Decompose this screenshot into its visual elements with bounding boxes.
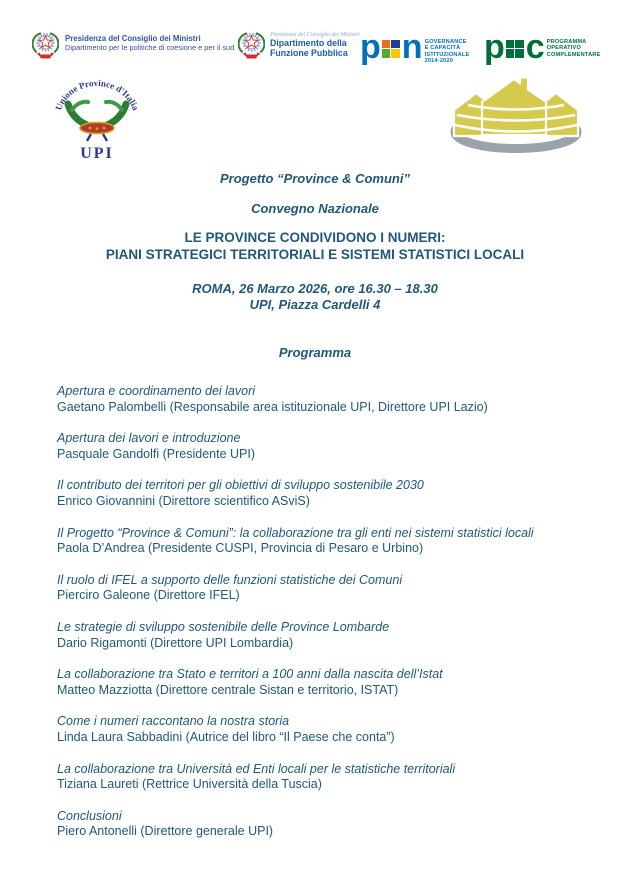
fp-script-line: Presidenza del Consiglio dei Ministri (270, 32, 360, 38)
event-venue: UPI, Piazza Cardelli 4 (249, 297, 381, 312)
main-title-line2: PIANI STRATEGICI TERRITORIALI E SISTEMI STATISTICI LOCALI (105, 246, 525, 262)
program-topic: Conclusioni (57, 808, 122, 823)
logo-coesione-text (65, 29, 234, 61)
main-title (0, 230, 630, 263)
program-item (57, 478, 585, 509)
logo-funzione-pubblica (238, 29, 360, 61)
program-item (57, 620, 585, 651)
program-speaker: Pasquale Gandolfi (Presidente UPI) (57, 446, 256, 461)
pon-square (382, 40, 391, 49)
program-speaker: Matteo Mazziotta (Direttore centrale Sistan e territorio, ISTAT) (57, 682, 399, 697)
pon-squares-icon (382, 40, 400, 65)
program-item (57, 762, 585, 793)
poc-square (515, 40, 524, 49)
fp-line1: Dipartimento della (270, 38, 347, 48)
logo-upi (52, 76, 142, 162)
poc-caption: PROGRAMMA OPERATIVO COMPLEMENTARE (546, 39, 601, 58)
program-list (57, 384, 585, 856)
program-topic: Come i numeri raccontano la nostra storia (57, 714, 290, 729)
main-title-line1: LE PROVINCE CONDIVIDONO I NUMERI: (184, 230, 446, 245)
poc-square (515, 49, 524, 58)
program-speaker: Linda Laura Sabbadini (Autrice del libro “Il Paese che conta”) (57, 729, 395, 744)
pon-letter-p: p (360, 28, 380, 66)
poc-square (506, 49, 515, 58)
program-speaker: Tiziana Laureti (Rettrice Università della Tuscia) (57, 777, 322, 792)
program-speaker: Piero Antonelli (Direttore generale UPI) (57, 824, 274, 839)
pon-square (391, 49, 400, 58)
italy-emblem-icon (238, 29, 265, 61)
program-topic: Il Progetto “Province & Comuni”: la collaborazione tra gli enti nei sistemi statistici locali (57, 525, 534, 540)
program-topic: Apertura e coordinamento dei lavori (57, 384, 256, 398)
program-speaker: Enrico Giovannini (Direttore scientifico ASviS) (57, 493, 310, 508)
program-item (57, 809, 585, 840)
program-item (57, 714, 585, 745)
logo-fp-text (270, 29, 360, 61)
program-item (57, 384, 585, 415)
program-item (57, 573, 585, 604)
program-topic: La collaborazione tra Stato e territori a 100 anni dalla nascita dell’Istat (57, 667, 443, 682)
program-topic: Il contributo dei territori per gli obiettivi di sviluppo sostenibile 2030 (57, 478, 424, 493)
upi-arc-text: Unione Province d'Italia (53, 77, 141, 112)
project-title: Progetto “Province & Comuni” (220, 171, 410, 186)
pon-caption: GOVERNANCE E CAPACITÀ ISTITUZIONALE 2014-2020 (424, 39, 470, 65)
coesione-line1: Presidenza del Consiglio dei Ministri (65, 34, 201, 43)
logo-pon (360, 30, 469, 65)
italy-emblem-icon (32, 29, 59, 61)
upi-label: UPI (80, 145, 114, 162)
coesione-line2: Dipartimento per le politiche di coesione e per il sud (65, 43, 235, 52)
program-speaker: Dario Rigamonti (Direttore UPI Lombardia) (57, 635, 294, 650)
logo-poc (484, 30, 600, 64)
poc-squares-icon (506, 40, 524, 65)
pon-letter-n: n (401, 28, 422, 66)
poc-letter-c: c (525, 28, 544, 66)
date-venue-block (0, 281, 630, 313)
event-type: Convegno Nazionale (251, 201, 379, 216)
event-date: ROMA, 26 Marzo 2026, ore 16.30 – 18.30 (192, 281, 438, 296)
program-topic: Apertura dei lavori e introduzione (57, 431, 241, 446)
fp-line2: Funzione Pubblica (270, 47, 348, 58)
program-item (57, 667, 585, 698)
province-comuni-houses-icon (446, 72, 586, 156)
program-topic: La collaborazione tra Università ed Enti locali per le statistiche territoriali (57, 761, 456, 776)
section-heading-programma: Programma (278, 345, 352, 360)
pon-square (391, 40, 400, 49)
poc-letter-p: p (484, 28, 504, 66)
program-speaker: Pierciro Galeone (Direttore IFEL) (57, 588, 240, 603)
upi-wreath-icon (68, 102, 126, 141)
program-item (57, 431, 585, 462)
pon-square (382, 49, 391, 58)
program-topic: Le strategie di sviluppo sostenibile delle Province Lombarde (57, 619, 390, 634)
poc-square (506, 40, 515, 49)
program-item (57, 526, 585, 557)
program-speaker: Paola D’Andrea (Presidente CUSPI, Provincia di Pesaro e Urbino) (57, 541, 424, 556)
program-topic: Il ruolo di IFEL a supporto delle funzioni statistiche dei Comuni (57, 572, 403, 587)
program-speaker: Gaetano Palombelli (Responsabile area istituzionale UPI, Direttore UPI Lazio) (57, 399, 488, 414)
logo-coesione (32, 29, 234, 61)
